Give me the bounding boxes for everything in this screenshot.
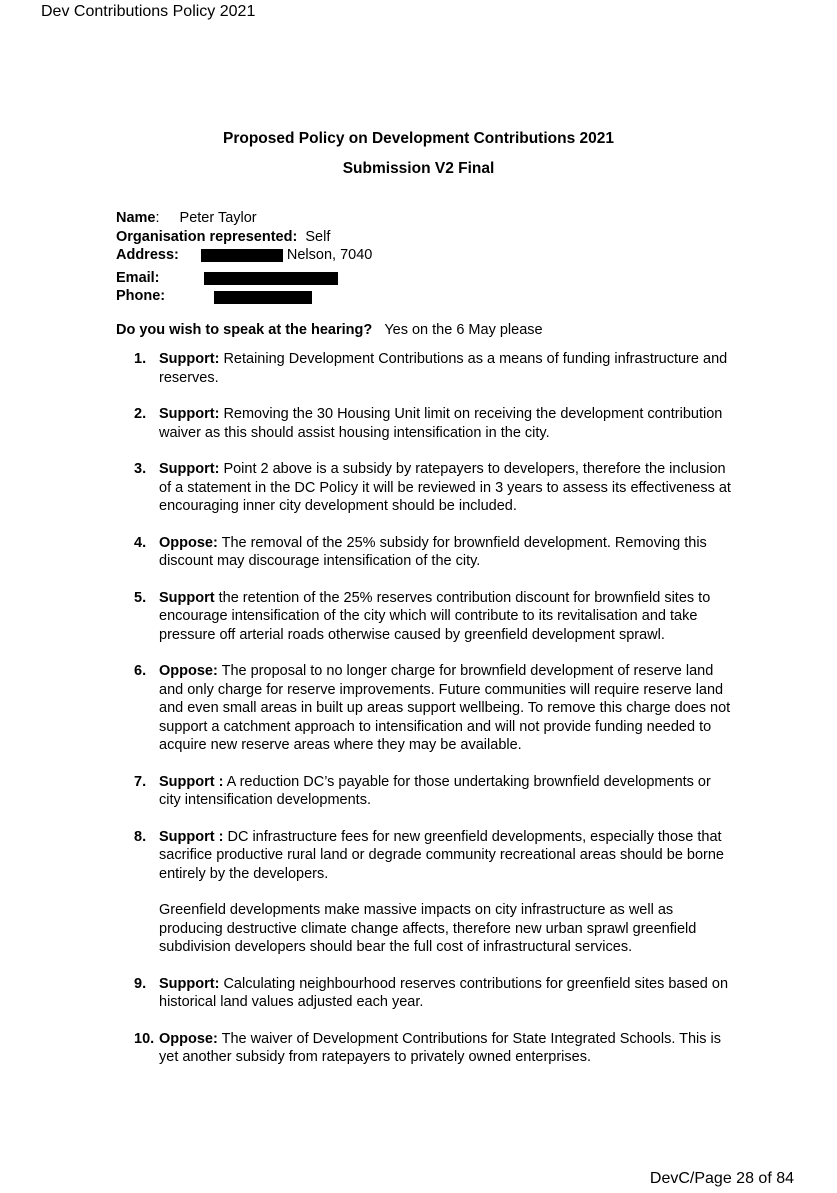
point-paragraph <box>159 828 731 884</box>
address-row <box>116 246 372 265</box>
address-value: Nelson, 7040 <box>286 247 373 263</box>
point-paragraph <box>159 662 731 755</box>
point-stance-label: Support : <box>159 828 224 845</box>
point-paragraph <box>159 975 731 1012</box>
point-stance-label: Support <box>159 589 215 606</box>
name-value: Peter Taylor <box>179 210 257 226</box>
name-label: Name <box>116 210 156 226</box>
point-text: Calculating neighbourhood reserves contributions for greenfield sites based on historical land values adjusted each year. <box>159 975 729 1010</box>
point-number: 9. <box>134 975 147 992</box>
email-row <box>116 269 372 288</box>
point-paragraph <box>159 1030 731 1067</box>
submission-point <box>116 350 731 387</box>
point-text: A reduction DC’s payable for those undertaking brownfield developments or city intensification developments. <box>159 773 711 808</box>
document-subtitle: Submission V2 Final <box>342 160 495 177</box>
point-text: The proposal to no longer charge for brownfield development of reserve land and only charge for reserve improvements. Future communities will require reserve land and even small areas in built up areas support wellbeing. To remove this charge does not support a catchment approach to intensification and will not provide funding needed to acquire new reserve areas where they may be available. <box>159 663 731 753</box>
redaction-box <box>214 291 312 304</box>
phone-row <box>116 287 372 306</box>
point-text: Retaining Development Contributions as a means of funding infrastructure and reserves. <box>159 351 728 386</box>
point-text: DC infrastructure fees for new greenfield developments, especially those that sacrifice productive rural land or degrade community recreational areas should be borne entirely by the developers. <box>159 828 724 882</box>
point-text: Removing the 30 Housing Unit limit on receiving the development contribution waiver as this should assist housing intensification in the city. <box>159 406 723 441</box>
point-stance-label: Support: <box>159 975 220 992</box>
point-paragraph <box>159 773 731 810</box>
submission-points <box>116 350 731 1067</box>
submission-point <box>116 1030 731 1067</box>
name-row: Name: Peter Taylor <box>116 210 257 226</box>
point-paragraph <box>159 589 731 645</box>
page-number: DevC/Page 28 of 84 <box>649 1170 794 1187</box>
point-number: 10. <box>134 1030 155 1047</box>
point-stance-label: Oppose: <box>159 1030 218 1047</box>
hearing-question-row <box>116 322 543 338</box>
point-text: Greenfield developments make massive impacts on city infrastructure as well as producing destructive climate change affects, therefore new urban sprawl greenfield subdivision developers should bear the full cost of infrastructural services. <box>159 902 697 955</box>
point-number: 6. <box>134 663 147 679</box>
address-label: Address: <box>116 247 179 263</box>
point-number: 7. <box>134 773 147 790</box>
email-label: Email: <box>116 269 160 286</box>
submission-point <box>116 662 731 755</box>
organisation-value: Self <box>305 228 331 245</box>
point-stance-label: Oppose: <box>159 534 218 551</box>
point-text: Point 2 above is a subsidy by ratepayers to developers, therefore the inclusion of a statement in the DC Policy it will be reviewed in 3 years to assess its effectiveness at encouraging inner city development should be included. <box>159 461 731 514</box>
submitter-details <box>116 209 372 306</box>
submission-point <box>116 534 731 571</box>
redaction-box <box>201 249 283 262</box>
point-number: 4. <box>134 534 147 551</box>
submission-point <box>116 773 731 810</box>
point-text: the retention of the 25% reserves contribution discount for brownfield sites to encourage intensification of the city which will contribute to its revitalisation and take pressure off arterial roads otherwise caused by greenfield development sprawl. <box>159 589 711 643</box>
organisation-label: Organisation represented: <box>116 228 298 245</box>
redaction-box <box>204 272 338 285</box>
organisation-row <box>116 228 372 247</box>
submission-point <box>116 589 731 645</box>
hearing-answer: Yes on the 6 May please <box>384 322 543 338</box>
point-number: 5. <box>134 589 147 606</box>
point-text: The waiver of Development Contributions for State Integrated Schools. This is yet another subsidy from ratepayers to privately owned enterprises. <box>159 1030 722 1065</box>
point-stance-label: Oppose: <box>159 663 218 679</box>
point-stance-label: Support: <box>159 351 220 367</box>
point-number: 2. <box>134 406 147 422</box>
point-text: The removal of the 25% subsidy for brownfield development. Removing this discount may discourage intensification of the city. <box>159 534 707 569</box>
point-stance-label: Support : <box>159 773 224 790</box>
point-number: 1. <box>134 351 147 367</box>
submission-point <box>116 460 731 516</box>
hearing-question: Do you wish to speak at the hearing? <box>116 322 373 338</box>
phone-label: Phone: <box>116 288 166 304</box>
submission-point <box>116 975 731 1012</box>
point-paragraph <box>159 901 731 957</box>
running-header: Dev Contributions Policy 2021 <box>41 3 256 20</box>
point-stance-label: Support: <box>159 406 220 422</box>
document-title: Proposed Policy on Development Contributions 2021 <box>222 130 614 147</box>
point-stance-label: Support: <box>159 461 220 477</box>
point-paragraph <box>159 534 731 571</box>
point-paragraph <box>159 405 731 442</box>
point-number: 3. <box>134 461 147 477</box>
point-paragraph <box>159 460 731 516</box>
point-paragraph <box>159 350 731 387</box>
submission-point <box>116 828 731 957</box>
point-number: 8. <box>134 828 147 845</box>
submission-point <box>116 405 731 442</box>
